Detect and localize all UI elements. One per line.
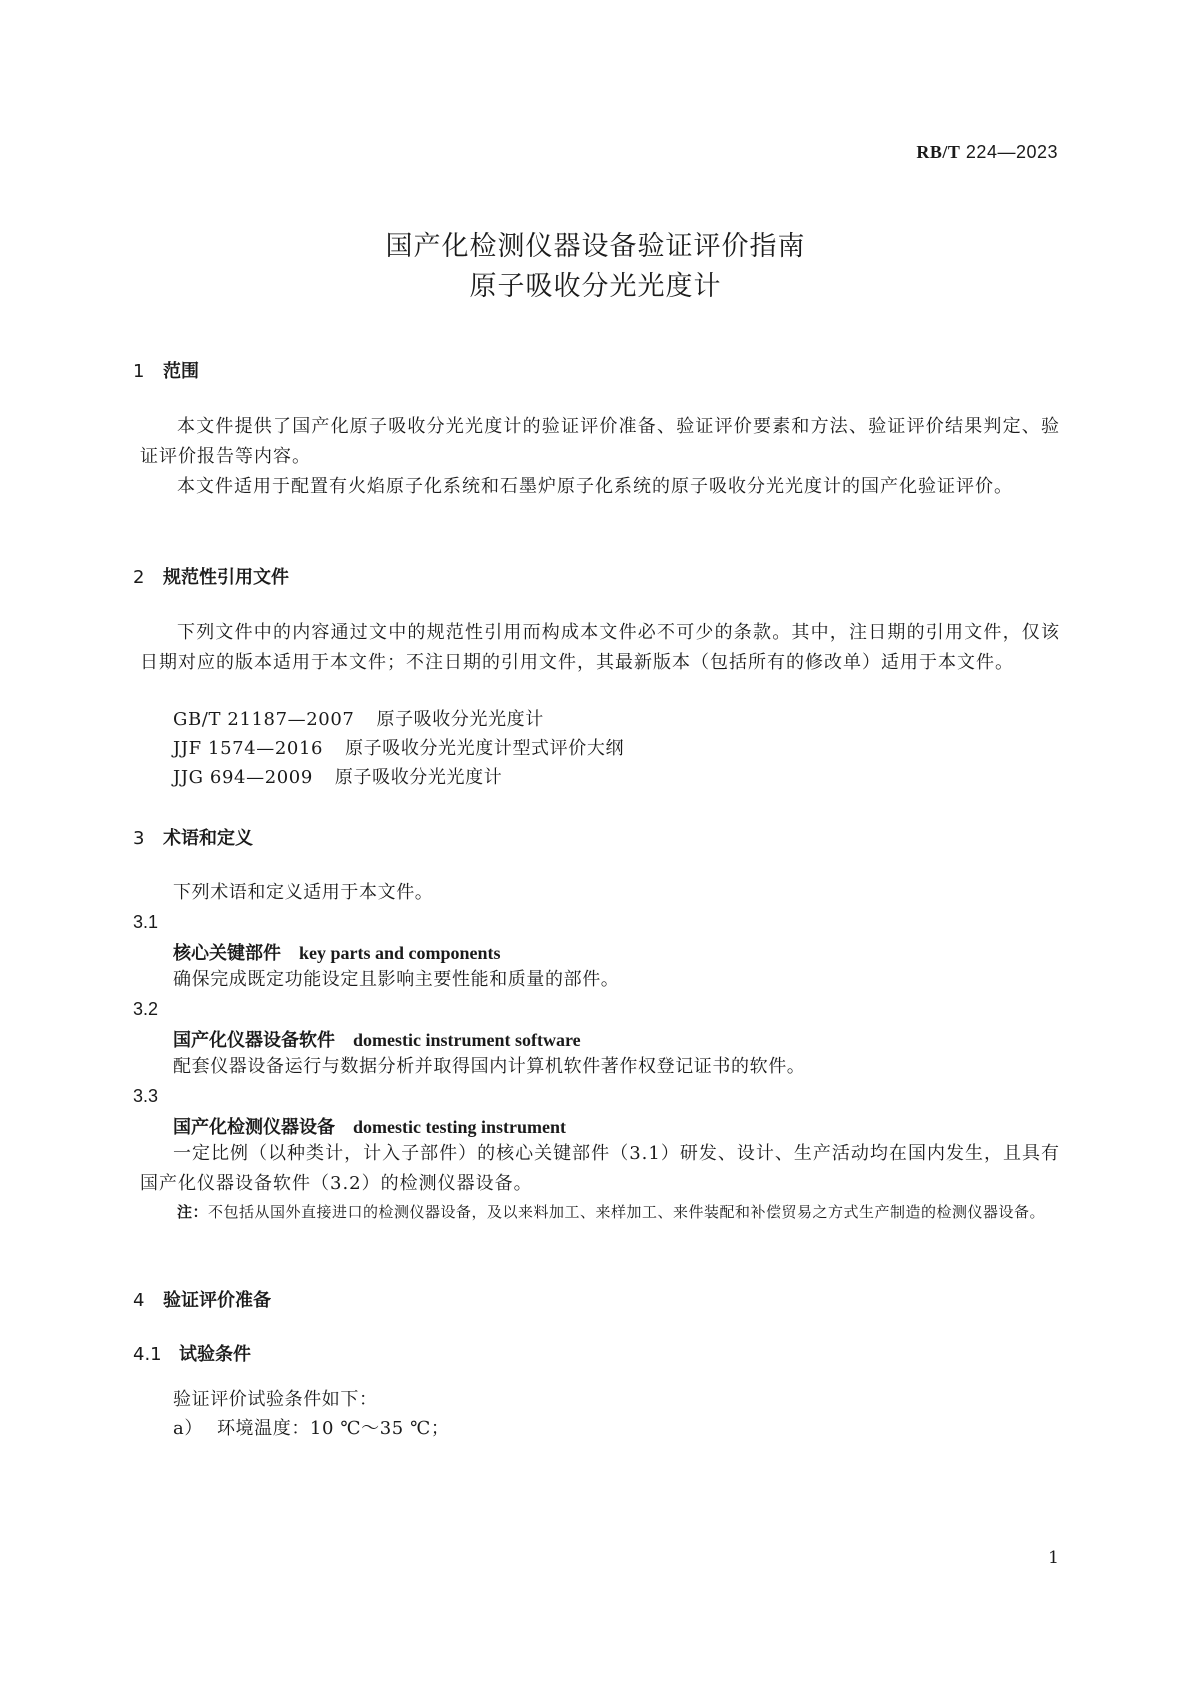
note-label: 注： [177,1203,209,1221]
section-3-intro: 下列术语和定义适用于本文件。 [173,882,434,903]
term-definition: 配套仪器设备运行与数据分析并取得国内计算机软件著作权登记证书的软件。 [173,1056,806,1077]
list-item-label: a） [173,1418,203,1439]
term-definition: 确保完成既定功能设定且影响主要性能和质量的部件。 [173,969,620,990]
section-2-paragraph: 下列文件中的内容通过文中的规范性引用而构成本文件必不可少的条款。其中，注日期的引用文件，仅该日期对应的版本适用于本文件；不注日期的引用文件，其最新版本（包括所有的修改单）适用于本文件。 [140,622,1060,673]
term-number: 3.3 [133,1086,159,1106]
reference-item: JJG 694—2009 原子吸收分光光度计 [173,767,503,788]
note [177,1199,1061,1225]
subsection-4-1-intro: 验证评价试验条件如下： [173,1389,378,1410]
list-item-text: 环境温度：10 ℃～35 ℃； [216,1418,450,1439]
term-definition: 一定比例（以种类计，计入子部件）的核心关键部件（3.1）研发、设计、生产活动均在国内发生，且具有国产化仪器设备软件（3.2）的检测仪器设备。 [140,1143,1060,1194]
reference-item: GB/T 21187—2007 原子吸收分光光度计 [173,709,544,730]
document-subtitle: 原子吸收分光光度计 [469,271,722,302]
section-3-heading: 3 术语和定义 [133,828,253,849]
term-number: 3.1 [133,912,159,932]
term-number: 3.2 [133,999,159,1019]
section-4-heading: 4 验证评价准备 [133,1290,271,1311]
term-title: 核心关键部件 key parts and components [173,943,501,964]
section-1-paragraph-2: 本文件适用于配置有火焰原子化系统和石墨炉原子化系统的原子吸收分光光度计的国产化验证评价。 [177,476,1013,497]
term-title: 国产化检测仪器设备 domestic testing instrument [173,1117,566,1138]
section-1-paragraph-1: 本文件提供了国产化原子吸收分光光度计的验证评价准备、验证评价要素和方法、验证评价结果判定、验证评价报告等内容。 [140,416,1060,467]
document-title: 国产化检测仪器设备验证评价指南 [385,231,806,262]
subsection-4-1-heading: 4.1 试验条件 [133,1344,251,1365]
section-2-heading: 2 规范性引用文件 [133,567,289,588]
standard-prefix: RB/T [916,142,961,162]
standard-number: 224—2023 [965,142,1058,162]
page-number: 1 [1048,1548,1059,1568]
note-text: 不包括从国外直接进口的检测仪器设备，及以来料加工、来样加工、来件装配和补偿贸易之方式生产制造的检测仪器设备。 [208,1203,1046,1221]
list-item [173,1414,449,1444]
standard-code [916,142,1058,163]
section-1-heading: 1 范围 [133,361,199,382]
term-title: 国产化仪器设备软件 domestic instrument software [173,1030,581,1051]
reference-item: JJF 1574—2016 原子吸收分光光度计型式评价大纲 [173,738,625,759]
